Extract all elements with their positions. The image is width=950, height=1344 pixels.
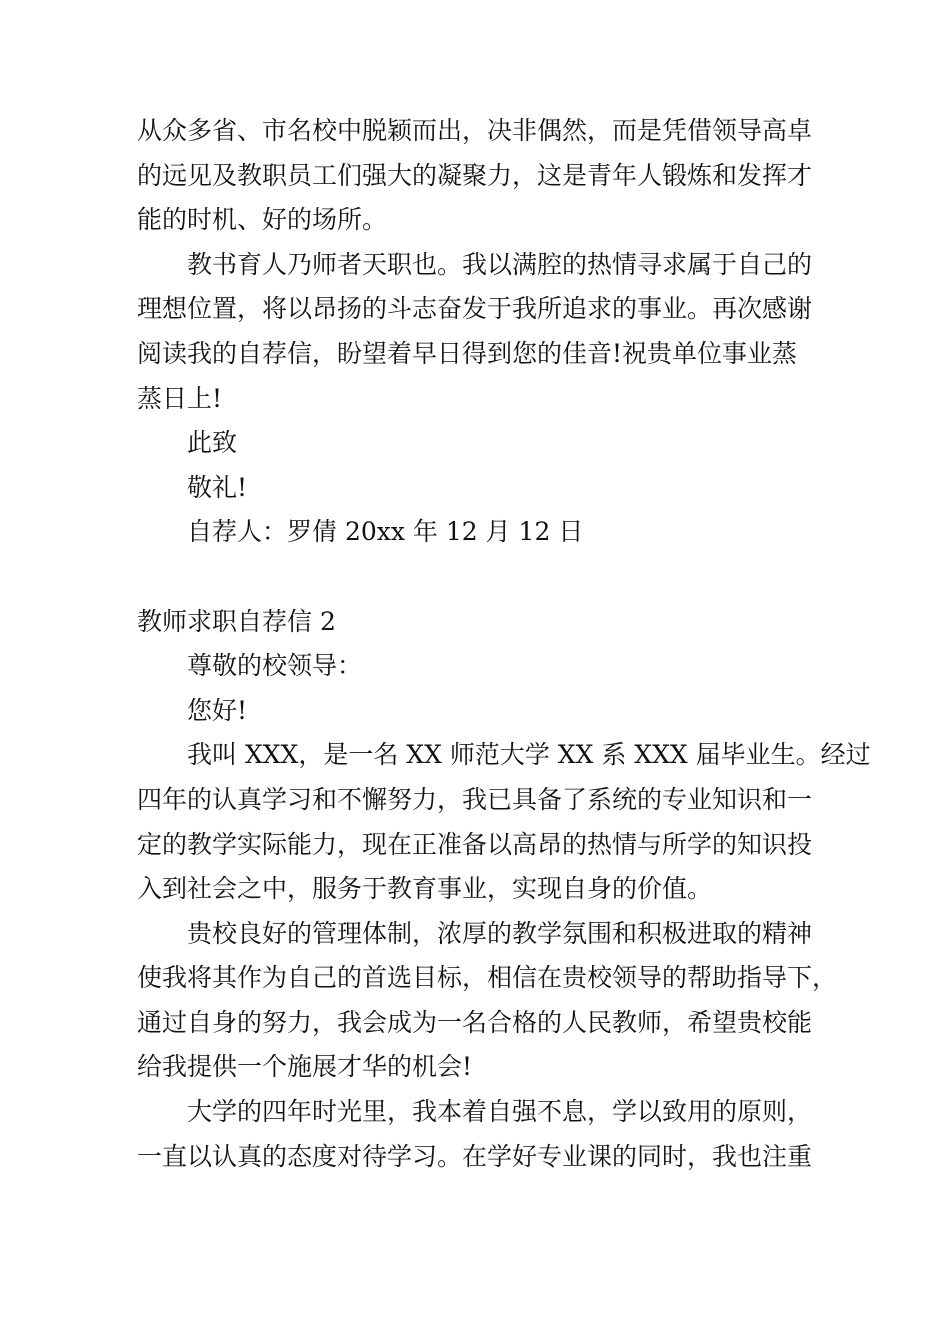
paragraph-line: 蒸日上! [137,383,223,413]
closing-line: 此致 [187,428,238,458]
paragraph-line: 的远见及教职员工们强大的凝聚力，这是青年人锻炼和发挥才 [137,160,813,190]
greeting-line: 您好! [187,695,248,725]
paragraph-line: 从众多省、市名校中脱颖而出，决非偶然，而是凭借领导高卓 [137,116,813,145]
paragraph-line: 贵校良好的管理体制，浓厚的教学氛围和积极进取的精神 [187,918,813,948]
paragraph-line: 给我提供一个施展才华的机会! [137,1052,473,1082]
paragraph-line: 定的教学实际能力，现在正准备以高昂的热情与所学的知识投 [137,829,813,859]
section-title: 教师求职自荐信 2 [137,606,336,636]
paragraph-line: 教书育人乃师者天职也。我以满腔的热情寻求属于自己的 [187,249,813,279]
paragraph-line: 大学的四年时光里，我本着自强不息，学以致用的原则， [187,1097,813,1127]
paragraph-line: 入到社会之中，服务于教育事业，实现自身的价值。 [137,874,713,904]
paragraph-line: 使我将其作为自己的首选目标，相信在贵校领导的帮助指导下， [137,963,838,993]
document-body [137,109,871,1179]
paragraph-line: 一直以认真的态度对待学习。在学好专业课的同时，我也注重 [137,1141,813,1171]
salutation-line: 尊敬的校领导： [187,651,363,681]
paragraph-line: 我叫 XXX，是一名 XX 师范大学 XX 系 XXX 届毕业生。经过 [187,740,871,770]
paragraph-line: 四年的认真学习和不懈努力，我已具备了系统的专业知识和一 [137,784,813,814]
paragraph-line: 通过自身的努力，我会成为一名合格的人民教师，希望贵校能 [137,1007,813,1037]
paragraph-line: 能的时机、好的场所。 [137,205,388,235]
section-gap [137,555,837,600]
paragraph-line: 阅读我的自荐信，盼望着早日得到您的佳音!祝贵单位事业蒸 [137,338,798,368]
paragraph-line: 理想位置，将以昂扬的斗志奋发于我所追求的事业。再次感谢 [137,294,813,324]
signature-line: 自荐人：罗倩 20xx 年 12 月 12 日 [187,517,584,547]
closing-line: 敬礼! [187,472,248,502]
